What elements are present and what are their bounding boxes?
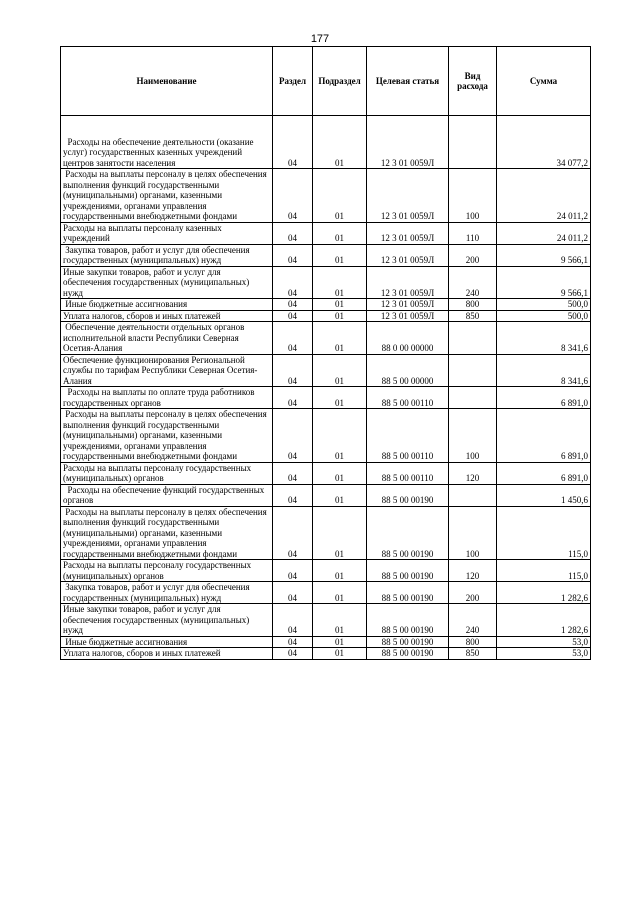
cell-name xyxy=(61,484,273,506)
cell-subsection: 01 xyxy=(313,604,367,637)
cell-amount: 9 566,1 xyxy=(497,244,591,266)
cell-section: 04 xyxy=(273,310,313,322)
row-name-text: Иные закупки товаров, работ и услуг для обеспечения государственных (муниципальных) нужд xyxy=(63,266,252,298)
cell-section: 04 xyxy=(273,387,313,409)
row-name-text: Расходы на выплаты персоналу в целях обеспечения выполнения функций государственными (муниципальными) органами, казенными учреждениями, органами управления государственными внебюджетными фондами xyxy=(63,169,269,221)
cell-section: 04 xyxy=(273,354,313,387)
row-name-text: Обеспечение функционирования Региональной службы по тарифам Республики Северная Осетия-Алания xyxy=(63,354,258,386)
cell-target: 88 0 00 00000 xyxy=(367,322,449,355)
cell-target: 88 5 00 00190 xyxy=(367,560,449,582)
cell-name xyxy=(61,387,273,409)
cell-section: 04 xyxy=(273,266,313,299)
cell-section: 04 xyxy=(273,409,313,463)
cell-type: 120 xyxy=(449,462,497,484)
cell-amount: 24 011,2 xyxy=(497,222,591,244)
table-row xyxy=(61,169,591,223)
cell-type: 240 xyxy=(449,604,497,637)
cell-name xyxy=(61,409,273,463)
row-name-text: Расходы на выплаты персоналу государственных (муниципальных) органов xyxy=(63,560,254,581)
cell-target: 12 3 01 0059Л xyxy=(367,222,449,244)
cell-subsection: 01 xyxy=(313,648,367,660)
cell-target: 88 5 00 00190 xyxy=(367,636,449,648)
cell-type: 240 xyxy=(449,266,497,299)
cell-name xyxy=(61,648,273,660)
cell-subsection: 01 xyxy=(313,636,367,648)
cell-amount: 8 341,6 xyxy=(497,354,591,387)
table-row xyxy=(61,582,591,604)
cell-name xyxy=(61,266,273,299)
row-name-text: Обеспечение деятельности отдельных органов исполнительной власти Республики Северная Осетия-Алания xyxy=(63,322,247,353)
cell-type xyxy=(449,322,497,355)
cell-section: 04 xyxy=(273,169,313,223)
cell-section: 04 xyxy=(273,244,313,266)
cell-subsection: 01 xyxy=(313,299,367,311)
cell-subsection: 01 xyxy=(313,222,367,244)
cell-amount: 115,0 xyxy=(497,560,591,582)
cell-subsection: 01 xyxy=(313,506,367,560)
row-name-text: Расходы на обеспечение деятельности (оказание услуг) государственных казенных учреждений центров занятости населения xyxy=(63,136,256,168)
cell-name xyxy=(61,582,273,604)
table-row xyxy=(61,222,591,244)
cell-name xyxy=(61,636,273,648)
cell-type: 800 xyxy=(449,299,497,311)
table-row xyxy=(61,244,591,266)
cell-subsection: 01 xyxy=(313,582,367,604)
cell-amount: 53,0 xyxy=(497,648,591,660)
cell-type xyxy=(449,116,497,169)
cell-name xyxy=(61,222,273,244)
row-name-text: Расходы на выплаты по оплате труда работников государственных органов xyxy=(63,387,257,408)
cell-target: 12 3 01 0059Л xyxy=(367,169,449,223)
cell-name xyxy=(61,506,273,560)
cell-name xyxy=(61,462,273,484)
cell-subsection: 01 xyxy=(313,484,367,506)
table-row xyxy=(61,604,591,637)
cell-target: 88 5 00 00000 xyxy=(367,354,449,387)
table-row xyxy=(61,484,591,506)
cell-type: 200 xyxy=(449,244,497,266)
cell-amount: 9 566,1 xyxy=(497,266,591,299)
row-name-text: Уплата налогов, сборов и иных платежей xyxy=(63,648,221,658)
cell-amount: 500,0 xyxy=(497,299,591,311)
cell-amount: 8 341,6 xyxy=(497,322,591,355)
cell-subsection: 01 xyxy=(313,409,367,463)
row-name-text: Иные бюджетные ассигнования xyxy=(63,299,188,309)
cell-amount: 500,0 xyxy=(497,310,591,322)
cell-subsection: 01 xyxy=(313,560,367,582)
cell-section: 04 xyxy=(273,116,313,169)
cell-section: 04 xyxy=(273,636,313,648)
table-row xyxy=(61,299,591,311)
cell-subsection: 01 xyxy=(313,462,367,484)
table-row xyxy=(61,409,591,463)
cell-subsection: 01 xyxy=(313,169,367,223)
cell-type xyxy=(449,484,497,506)
cell-target: 88 5 00 00190 xyxy=(367,604,449,637)
cell-amount: 1 450,6 xyxy=(497,484,591,506)
cell-subsection: 01 xyxy=(313,322,367,355)
budget-table xyxy=(60,46,591,660)
row-name-text: Расходы на выплаты персоналу казенных учреждений xyxy=(63,222,224,243)
cell-section: 04 xyxy=(273,484,313,506)
cell-amount: 6 891,0 xyxy=(497,387,591,409)
row-name-text: Расходы на выплаты персоналу в целях обеспечения выполнения функций государственными (муниципальными) органами, казенными учреждениями, органами управления государственными внебюджетными фондами xyxy=(63,409,269,461)
table-row xyxy=(61,387,591,409)
cell-name xyxy=(61,310,273,322)
cell-target: 88 5 00 00190 xyxy=(367,582,449,604)
cell-target: 88 5 00 00110 xyxy=(367,387,449,409)
table-row xyxy=(61,116,591,169)
cell-type: 850 xyxy=(449,310,497,322)
cell-section: 04 xyxy=(273,506,313,560)
table-row xyxy=(61,648,591,660)
cell-name xyxy=(61,169,273,223)
row-name-text: Расходы на обеспечение функций государственных органов xyxy=(63,484,267,505)
cell-name xyxy=(61,354,273,387)
cell-section: 04 xyxy=(273,604,313,637)
cell-type xyxy=(449,354,497,387)
cell-type: 850 xyxy=(449,648,497,660)
cell-section: 04 xyxy=(273,462,313,484)
row-name-text: Закупка товаров, работ и услуг для обеспечения государственных (муниципальных) нужд xyxy=(63,244,252,265)
cell-type: 100 xyxy=(449,409,497,463)
cell-target: 12 3 01 0059Л xyxy=(367,310,449,322)
cell-target: 12 3 01 0059Л xyxy=(367,116,449,169)
cell-section: 04 xyxy=(273,582,313,604)
cell-target: 12 3 01 0059Л xyxy=(367,266,449,299)
table-row xyxy=(61,310,591,322)
cell-subsection: 01 xyxy=(313,266,367,299)
cell-name xyxy=(61,322,273,355)
page-number: 177 xyxy=(310,33,330,45)
cell-type xyxy=(449,387,497,409)
cell-amount: 115,0 xyxy=(497,506,591,560)
cell-section: 04 xyxy=(273,222,313,244)
cell-name xyxy=(61,604,273,637)
cell-amount: 24 011,2 xyxy=(497,169,591,223)
cell-target: 12 3 01 0059Л xyxy=(367,299,449,311)
column-header-section: Раздел xyxy=(273,47,313,116)
table-row xyxy=(61,560,591,582)
cell-name xyxy=(61,244,273,266)
cell-name xyxy=(61,560,273,582)
table-row xyxy=(61,266,591,299)
cell-amount: 1 282,6 xyxy=(497,604,591,637)
column-header-amount: Сумма xyxy=(497,47,591,116)
column-header-target: Целевая статья xyxy=(367,47,449,116)
cell-target: 88 5 00 00190 xyxy=(367,506,449,560)
cell-type: 110 xyxy=(449,222,497,244)
cell-name xyxy=(61,116,273,169)
table-row xyxy=(61,506,591,560)
cell-target: 88 5 00 00190 xyxy=(367,484,449,506)
cell-type: 100 xyxy=(449,169,497,223)
cell-subsection: 01 xyxy=(313,354,367,387)
cell-type: 200 xyxy=(449,582,497,604)
cell-name xyxy=(61,299,273,311)
cell-type: 100 xyxy=(449,506,497,560)
cell-subsection: 01 xyxy=(313,310,367,322)
cell-target: 88 5 00 00110 xyxy=(367,409,449,463)
table-row xyxy=(61,636,591,648)
cell-subsection: 01 xyxy=(313,387,367,409)
row-name-text: Расходы на выплаты персоналу в целях обеспечения выполнения функций государственными (муниципальными) органами, казенными учреждениями, органами управления государственными внебюджетными фондами xyxy=(63,506,269,559)
cell-type: 120 xyxy=(449,560,497,582)
cell-section: 04 xyxy=(273,560,313,582)
cell-amount: 1 282,6 xyxy=(497,582,591,604)
cell-section: 04 xyxy=(273,648,313,660)
row-name-text: Уплата налогов, сборов и иных платежей xyxy=(63,310,221,321)
table-header-row xyxy=(61,47,591,116)
row-name-text: Закупка товаров, работ и услуг для обеспечения государственных (муниципальных) нужд xyxy=(63,582,252,603)
row-name-text: Расходы на выплаты персоналу государственных (муниципальных) органов xyxy=(63,462,254,483)
row-name-text: Иные бюджетные ассигнования xyxy=(63,636,188,647)
cell-amount: 6 891,0 xyxy=(497,462,591,484)
cell-target: 88 5 00 00110 xyxy=(367,462,449,484)
column-header-type: Вид расхода xyxy=(449,47,497,116)
cell-section: 04 xyxy=(273,322,313,355)
cell-target: 88 5 00 00190 xyxy=(367,648,449,660)
cell-amount: 53,0 xyxy=(497,636,591,648)
cell-amount: 6 891,0 xyxy=(497,409,591,463)
cell-subsection: 01 xyxy=(313,244,367,266)
table-row xyxy=(61,462,591,484)
table-row xyxy=(61,322,591,355)
cell-type: 800 xyxy=(449,636,497,648)
cell-target: 12 3 01 0059Л xyxy=(367,244,449,266)
cell-amount: 34 077,2 xyxy=(497,116,591,169)
row-name-text: Иные закупки товаров, работ и услуг для обеспечения государственных (муниципальных) нужд xyxy=(63,604,252,635)
cell-subsection: 01 xyxy=(313,116,367,169)
column-header-name: Наименование xyxy=(61,47,273,116)
cell-section: 04 xyxy=(273,299,313,311)
table-row xyxy=(61,354,591,387)
column-header-subsection: Подраздел xyxy=(313,47,367,116)
